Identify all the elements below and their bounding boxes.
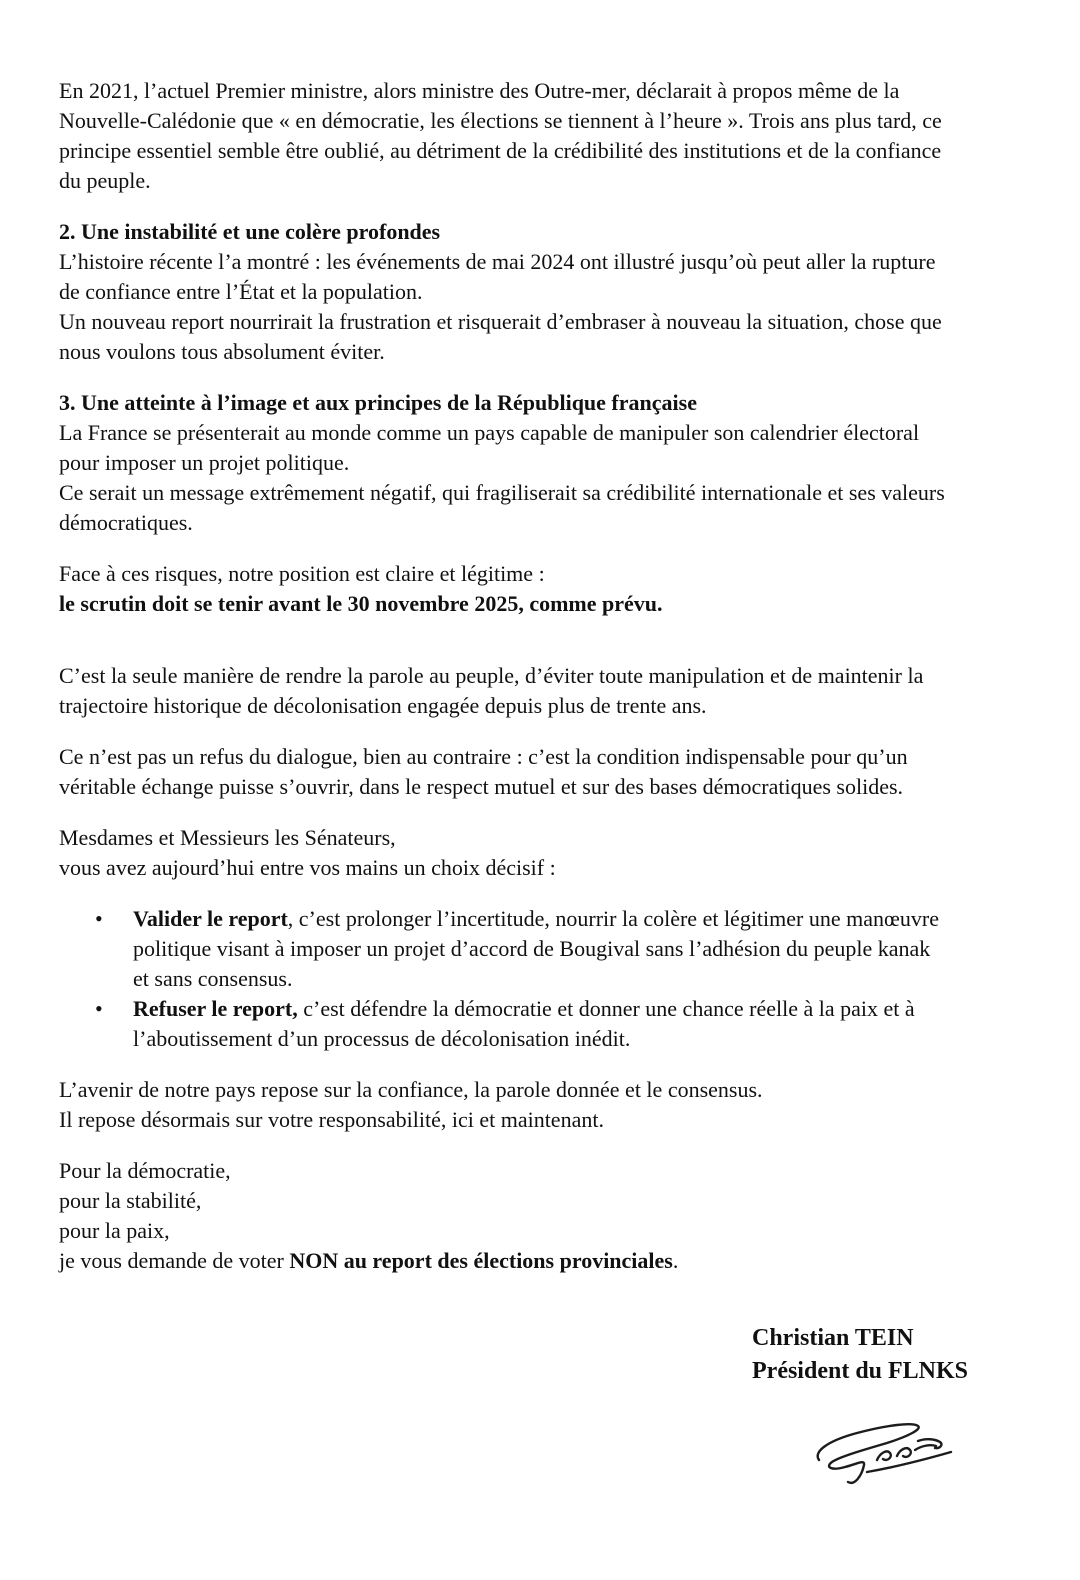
signature-block (752, 1322, 968, 1388)
text-segment-bold: NON au report des élections provinciales (289, 1248, 673, 1273)
text-segment: La France se présenterait au monde comme un pays capable de manipuler son calendrier électoral pour imposer un projet politique. (59, 420, 920, 475)
section-heading (59, 388, 951, 418)
paragraph (59, 1186, 951, 1216)
paragraph (59, 76, 951, 196)
text-segment: c’est défendre la démocratie et donner une chance réelle à la paix et à l’aboutissement d’un processus de décolonisation inédit. (133, 996, 915, 1051)
paragraph-gap (59, 619, 951, 640)
paragraph (59, 1216, 951, 1246)
paragraph-gap (59, 1135, 951, 1156)
paragraph (59, 307, 951, 367)
text-segment: Ce n’est pas un refus du dialogue, bien au contraire : c’est la condition indispensable pour qu’un véritable échange puisse s’ouvrir, dans le respect mutuel et sur des bases démocratiques solides. (59, 744, 908, 799)
text-segment: . (672, 1248, 679, 1273)
text-segment: En 2021, l’actuel Premier ministre, alors ministre des Outre-mer, déclarait à propos même de la Nouvelle-Calédonie que « en démocratie, les élections se tiennent à l’heure ». Trois ans plus tard, ce principe essentiel semble être oublié, au détriment de la crédibilité des institutions et de la confiance du peuple. (59, 78, 942, 193)
paragraph (59, 1246, 951, 1276)
paragraph-gap (59, 802, 951, 823)
section-heading (59, 217, 951, 247)
text-segment: Un nouveau report nourrirait la frustration et risquerait d’embraser à nouveau la situation, chose que nous voulons tous absolument éviter. (59, 309, 942, 364)
text-segment-bold: Refuser le report, (133, 996, 298, 1021)
handwritten-signature (805, 1408, 975, 1498)
paragraph (59, 1075, 951, 1105)
paragraph (59, 661, 951, 721)
paragraph-gap (59, 196, 951, 217)
text-segment: Pour la démocratie, (59, 1158, 231, 1183)
text-segment: Ce serait un message extrêmement négatif, qui fragiliserait sa crédibilité internationale et ses valeurs démocratiques. (59, 480, 945, 535)
paragraph (59, 478, 951, 538)
text-segment: Face à ces risques, notre position est claire et légitime : (59, 561, 545, 586)
text-segment: C’est la seule manière de rendre la parole au peuple, d’éviter toute manipulation et de maintenir la trajectoire historique de décolonisation engagée depuis plus de trente ans. (59, 663, 924, 718)
signatory-name: Christian TEIN (752, 1325, 914, 1351)
paragraph-gap (59, 883, 951, 904)
bullet-item (133, 994, 951, 1054)
text-segment-bold: Valider le report (133, 906, 288, 931)
text-segment: pour la paix, (59, 1218, 170, 1243)
text-segment: Il repose désormais sur votre responsabilité, ici et maintenant. (59, 1107, 604, 1132)
paragraph (59, 823, 951, 853)
paragraph (59, 742, 951, 802)
paragraph (59, 1156, 951, 1186)
text-segment-bold: 2. Une instabilité et une colère profondes (59, 219, 441, 244)
paragraph (59, 1105, 951, 1135)
paragraph-gap (59, 538, 951, 559)
text-segment: L’histoire récente l’a montré : les événements de mai 2024 ont illustré jusqu’où peut aller la rupture de confiance entre l’État et la population. (59, 249, 936, 304)
paragraph-gap (59, 640, 951, 661)
paragraph (59, 418, 951, 478)
paragraph-gap (59, 721, 951, 742)
text-segment-bold: le scrutin doit se tenir avant le 30 novembre 2025, comme prévu. (59, 591, 663, 616)
signatory-title: Président du FLNKS (752, 1358, 969, 1384)
text-segment-bold: 3. Une atteinte à l’image et aux principes de la République française (59, 390, 697, 415)
document-body (59, 76, 951, 1276)
text-segment: , c’est prolonger l’incertitude, nourrir la colère et légitimer une manœuvre politique visant à imposer un projet d’accord de Bougival sans l’adhésion du peuple kanak et sans consensus. (133, 906, 939, 991)
paragraph (59, 247, 951, 307)
text-segment: je vous demande de voter (59, 1248, 290, 1273)
paragraph (59, 853, 951, 883)
text-segment: pour la stabilité, (59, 1188, 202, 1213)
text-segment: L’avenir de notre pays repose sur la confiance, la parole donnée et le consensus. (59, 1077, 763, 1102)
section-heading (59, 589, 951, 619)
bullet-item (133, 904, 951, 994)
paragraph (59, 559, 951, 589)
bullet-list (59, 904, 951, 1054)
text-segment: Mesdames et Messieurs les Sénateurs, (59, 825, 396, 850)
paragraph-gap (59, 367, 951, 388)
paragraph-gap (59, 1054, 951, 1075)
text-segment: vous avez aujourd’hui entre vos mains un choix décisif : (59, 855, 556, 880)
